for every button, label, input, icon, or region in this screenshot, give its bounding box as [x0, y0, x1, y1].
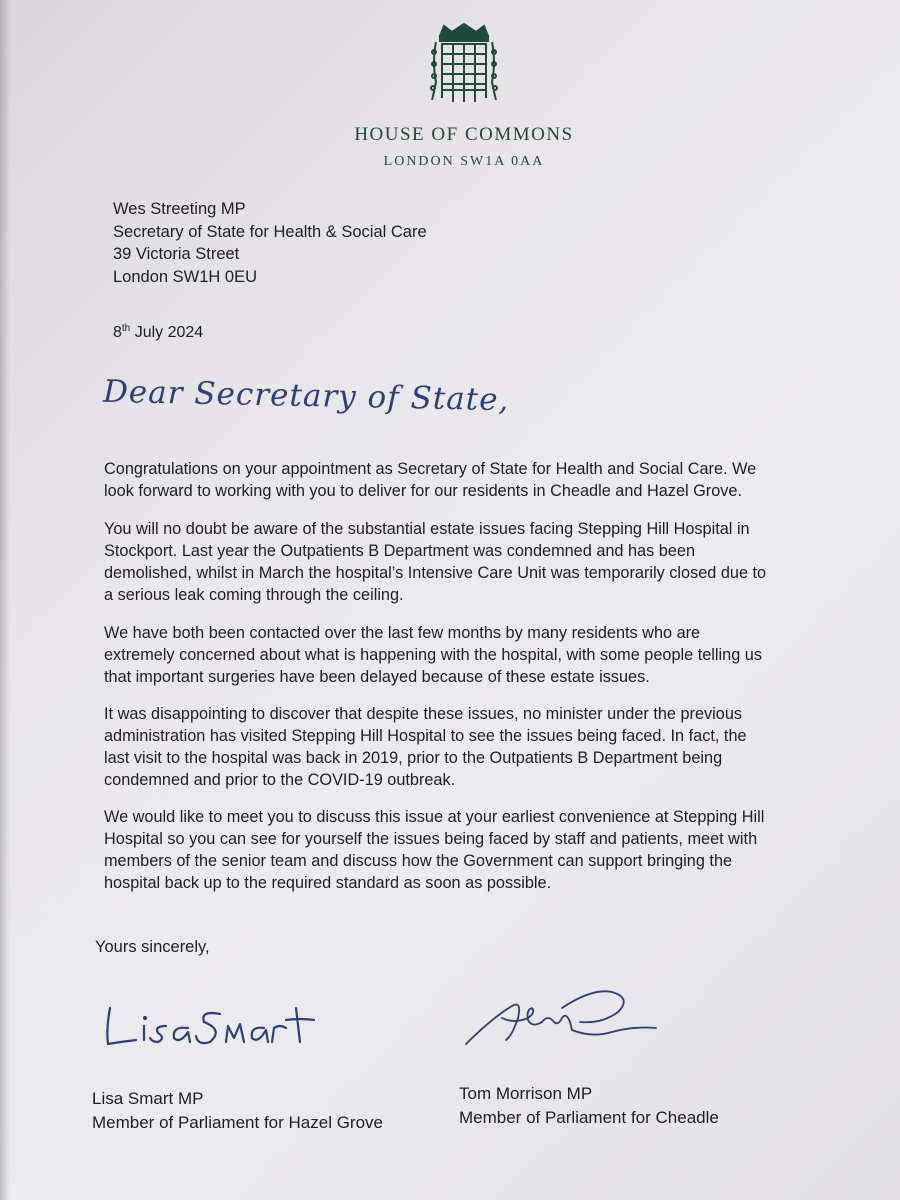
paragraph-line: administration has visited Stepping Hill Hospital to see the issues being faced. In fact, the: [104, 727, 747, 745]
paragraph-line: You will no doubt be aware of the substantial estate issues facing Stepping Hill Hospital in: [104, 520, 750, 538]
signatory-name: Tom Morrison MP: [459, 1084, 593, 1103]
paragraph-line: members of the senior team and discuss how the Government can support bringing the: [104, 852, 733, 870]
paragraph-line: Stockport. Last year the Outpatients B Department was condemned and has been: [104, 542, 695, 560]
date-rest: July 2024: [130, 324, 204, 341]
handwritten-salutation: Dear Secretary of State,: [102, 373, 510, 419]
body-paragraph: [104, 703, 864, 791]
paragraph-line: Hospital so you can see for yourself the issues being faced by staff and patients, meet with: [104, 830, 758, 848]
signatory-role: Member of Parliament for Hazel Grove: [92, 1113, 383, 1132]
paragraph-line: It was disappointing to discover that despite these issues, no minister under the previous: [104, 705, 743, 723]
paragraph-line: that important surgeries have been delayed because of these estate issues.: [104, 668, 650, 686]
signatory-role: Member of Parliament for Cheadle: [459, 1108, 719, 1127]
paragraph-line: look forward to working with you to deliver for our residents in Cheadle and Hazel Grove.: [104, 482, 742, 500]
recipient-line: Secretary of State for Health & Social Care: [113, 222, 427, 241]
signature-tom-morrison: [462, 978, 662, 1058]
portcullis-icon: [428, 22, 500, 104]
date-suffix: th: [121, 323, 131, 334]
date-day: 8: [113, 324, 122, 341]
signatory-block: [92, 1087, 383, 1135]
body-paragraph: [104, 806, 864, 894]
signatory-block: [459, 1082, 719, 1130]
paragraph-line: hospital back up to the required standard as soon as possible.: [104, 874, 552, 892]
paragraph-line: condemned and prior to the COVID-19 outbreak.: [104, 771, 456, 789]
paragraph-line: We have both been contacted over the last few months by many residents who are: [104, 624, 701, 642]
recipient-address: [113, 198, 427, 288]
paragraph-line: last visit to the hospital was back in 2019, prior to the Outpatients B Department being: [104, 749, 723, 767]
closing: Yours sincerely,: [95, 938, 210, 956]
letterhead-address: LONDON SW1A 0AA: [383, 154, 545, 169]
letterhead-organisation: HOUSE OF COMMONS: [354, 124, 574, 145]
signature-lisa-smart: [100, 1000, 330, 1060]
page-shadow: [0, 0, 10, 1200]
recipient-line: London SW1H 0EU: [113, 267, 257, 286]
recipient-line: Wes Streeting MP: [113, 200, 246, 218]
signatory-name: Lisa Smart MP: [92, 1089, 204, 1108]
paragraph-line: a serious leak coming through the ceiling.: [104, 586, 404, 604]
body-paragraph: [104, 518, 864, 606]
paragraph-line: We would like to meet you to discuss this issue at your earliest convenience at Stepping Hill: [104, 808, 765, 826]
recipient-line: 39 Victoria Street: [113, 245, 240, 263]
paragraph-line: demolished, whilst in March the hospital’s Intensive Care Unit was temporarily closed due to: [104, 564, 767, 582]
paragraph-line: Congratulations on your appointment as Secretary of State for Health and Social Care. We: [104, 460, 757, 478]
paragraph-line: extremely concerned about what is happening with the hospital, with some people telling us: [104, 646, 762, 664]
body-paragraph: [104, 622, 864, 688]
body-paragraph: [104, 458, 864, 502]
letter-date: [113, 323, 203, 342]
